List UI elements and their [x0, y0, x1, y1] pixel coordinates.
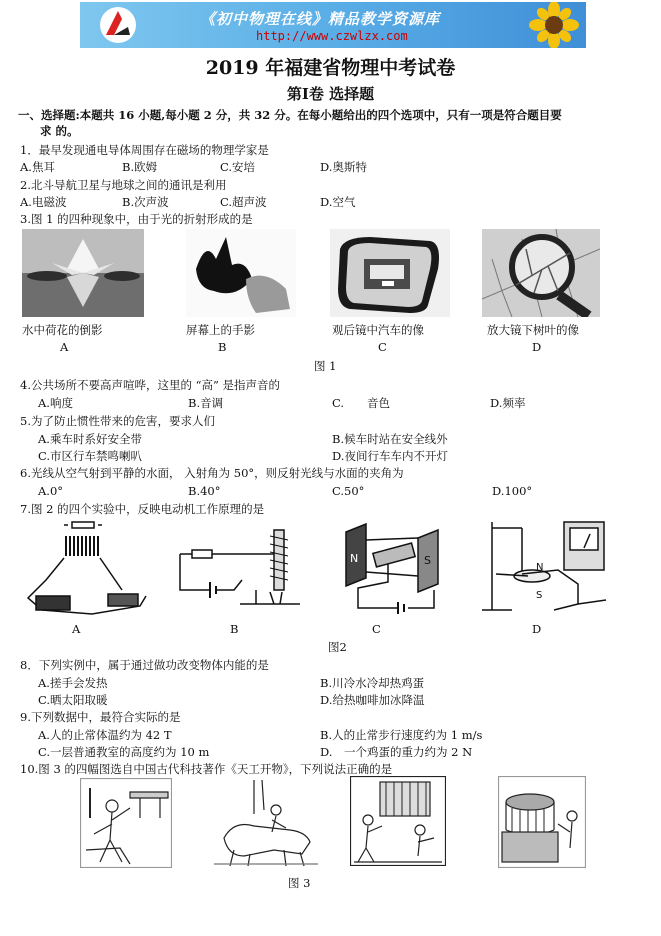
figure-1-caption: 图 1: [314, 359, 337, 373]
figure-2-caption: 图2: [328, 640, 347, 654]
experiment-a-diagram: [22, 518, 152, 618]
q9-option-d: D. 一个鸡蛋的重力约为 2 N: [320, 745, 473, 759]
q6-option-d: D.100°: [492, 484, 533, 498]
q3-caption-d: 放大镜下树叶的像: [487, 323, 579, 337]
banner-title: 《初中物理在线》精品教学资源库: [200, 10, 441, 28]
q1-option-c: C.安培: [220, 160, 256, 174]
section-title: 第Ⅰ卷 选择题: [286, 85, 375, 103]
q6-option-c: C.50°: [332, 484, 365, 498]
q3-letter-c: C: [378, 340, 387, 354]
q9-stem: 9.下列数据中，最符合实际的是: [20, 710, 181, 724]
q7-letter-a: A: [72, 622, 81, 636]
q2-option-c: C.超声波: [220, 195, 267, 209]
q8-option-b: B.川冷水冷却热鸡蛋: [320, 676, 425, 690]
tiangong-figure-c: [350, 776, 446, 866]
q9-option-a: A.人的止常体温约为 42 T: [38, 728, 172, 742]
q7-letter-c: C: [372, 622, 381, 636]
q10-stem: 10.图 3 的四幅图选自中国古代科技著作《天工开物》，下列说法正确的是: [20, 762, 393, 776]
q2-option-b: B.次声波: [122, 195, 169, 209]
q5-option-c: C.市区行车禁鸣喇叭: [38, 449, 143, 463]
section-instruction-line1: 一、选择题:本题共 16 小题,每小题 2 分，共 32 分。在每小题给出的四个选项中，只有一项是符合题目要: [18, 108, 562, 122]
q5-option-a: A.乘车时系好安全带: [38, 432, 142, 446]
q6-option-a: A.0°: [38, 484, 64, 498]
magnified-leaf-image: [482, 229, 600, 317]
tiangong-figure-d: [498, 776, 586, 868]
header-banner: [80, 2, 586, 48]
tiangong-figure-a: [80, 778, 172, 868]
q7-stem: 7.图 2 的四个实验中，反映电动机工作原理的是: [20, 502, 265, 516]
q9-option-c: C.一层普通教室的高度约为 10 m: [38, 745, 210, 759]
q5-option-b: B.候车时站在安全线外: [332, 432, 448, 446]
q6-option-b: B.40°: [188, 484, 221, 498]
hand-shadow-image: [186, 229, 296, 317]
q8-option-d: D.给热咖啡加冰降温: [320, 693, 425, 707]
q3-letter-d: D: [532, 340, 542, 354]
q3-letter-b: B: [218, 340, 227, 354]
q3-letter-a: A: [60, 340, 69, 354]
experiment-b-diagram: [170, 520, 310, 618]
experiment-d-diagram: [478, 514, 618, 618]
section-instruction-line2: 求 的。: [40, 124, 79, 138]
q4-option-a: A.响度: [38, 396, 73, 410]
q7-letter-d: D: [532, 622, 542, 636]
d-south-label: S: [536, 590, 543, 601]
figure-3-caption: 图 3: [288, 876, 311, 890]
q4-stem: 4.公共场所不要高声喧哗，这里的 “高” 是指声音的: [20, 378, 281, 392]
q9-option-b: B.人的止常步行速度约为 1 m/s: [320, 728, 483, 742]
banner-url: http://www.czwlzx.com: [256, 29, 408, 43]
q1-option-d: D.奥斯特: [320, 160, 367, 174]
q3-caption-c: 观后镜中汽车的像: [332, 323, 424, 337]
q3-caption-a: 水中荷花的倒影: [22, 323, 103, 337]
exam-title: 2019 年福建省物理中考试卷: [205, 57, 456, 79]
q1-option-a: A.焦耳: [20, 160, 55, 174]
tiangong-figure-b: [214, 780, 318, 866]
q2-option-d: D.空气: [320, 195, 356, 209]
q4-option-b: B.音调: [188, 396, 224, 410]
q8-stem: 8．下列实例中，属于通过做功改变物体内能的是: [20, 658, 269, 672]
c-south-label: S: [424, 554, 431, 567]
q6-stem: 6.光线从空气射到平静的水面， 入射角为 50°，则反射光线与水面的夹角为: [20, 466, 404, 480]
lotus-reflection-image: [22, 229, 144, 317]
q2-option-a: A.电磁波: [20, 195, 67, 209]
q5-option-d: D.夜间行车车内不开灯: [332, 449, 448, 463]
sunflower-icon: [526, 2, 582, 48]
q4-option-d: D.频率: [490, 396, 526, 410]
q1-option-b: B.欧姆: [122, 160, 158, 174]
d-north-label: N: [536, 562, 544, 573]
q5-stem: 5.为了防止惯性带来的危害，要求人们: [20, 414, 215, 428]
c-north-label: N: [350, 552, 359, 565]
q2-stem: 2.北斗导航卫星与地球之间的通讯是利用: [20, 178, 227, 192]
q3-caption-b: 屏幕上的手影: [186, 323, 255, 337]
q7-letter-b: B: [230, 622, 239, 636]
site-logo-icon: [98, 5, 138, 45]
q1-stem: 1．最早发现通电导体周围存在磁场的物理学家是: [20, 143, 269, 157]
q4-option-c: C. 音色: [332, 396, 391, 410]
q8-option-a: A.搓手会发热: [38, 676, 108, 690]
experiment-c-diagram: [338, 518, 446, 618]
q3-stem: 3.图 1 的四种现象中，由于光的折射形成的是: [20, 212, 253, 226]
car-mirror-image: [330, 229, 450, 317]
q8-option-c: C.晒太阳取暖: [38, 693, 108, 707]
